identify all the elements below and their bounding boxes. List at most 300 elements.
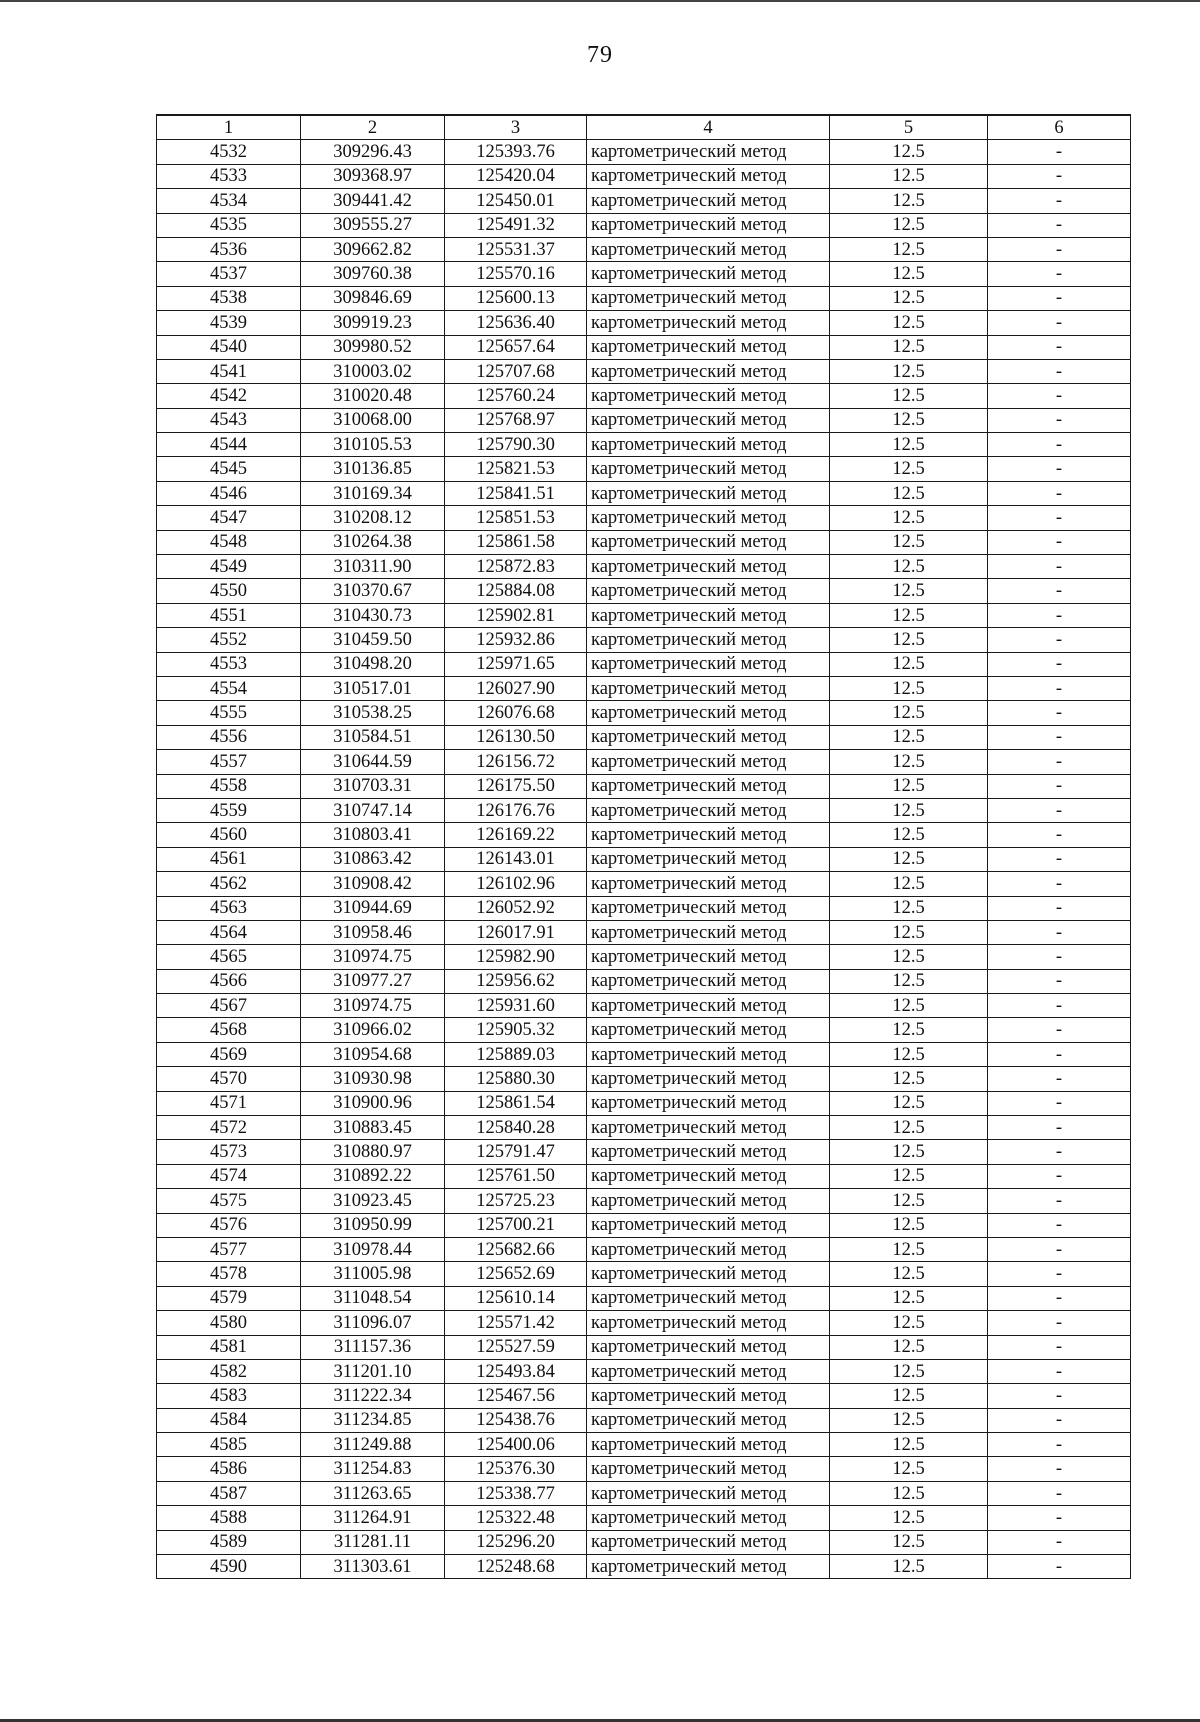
description-cell: - (988, 262, 1131, 286)
method-cell: картометрический метод (587, 384, 830, 408)
description-cell: - (988, 457, 1131, 481)
accuracy-cell: 12.5 (830, 1140, 988, 1164)
accuracy-cell: 12.5 (830, 1018, 988, 1042)
x-coordinate-cell: 310966.02 (301, 1018, 445, 1042)
accuracy-cell: 12.5 (830, 994, 988, 1018)
x-coordinate-cell: 309760.38 (301, 262, 445, 286)
x-coordinate-cell: 311281.11 (301, 1530, 445, 1554)
method-cell: картометрический метод (587, 530, 830, 554)
y-coordinate-cell: 125610.14 (445, 1286, 587, 1310)
y-coordinate-cell: 125956.62 (445, 969, 587, 993)
y-coordinate-cell: 125491.32 (445, 213, 587, 237)
table-row (157, 555, 1131, 579)
point-number-cell: 4582 (157, 1359, 301, 1383)
table-row (157, 725, 1131, 749)
accuracy-cell: 12.5 (830, 555, 988, 579)
table-row (157, 189, 1131, 213)
y-coordinate-cell: 126175.50 (445, 774, 587, 798)
x-coordinate-cell: 309846.69 (301, 286, 445, 310)
method-cell: картометрический метод (587, 506, 830, 530)
point-number-cell: 4587 (157, 1481, 301, 1505)
x-coordinate-cell: 309441.42 (301, 189, 445, 213)
accuracy-cell: 12.5 (830, 945, 988, 969)
table-row (157, 1018, 1131, 1042)
x-coordinate-cell: 309919.23 (301, 311, 445, 335)
point-number-cell: 4561 (157, 847, 301, 871)
point-number-cell: 4576 (157, 1213, 301, 1237)
description-cell: - (988, 1530, 1131, 1554)
accuracy-cell: 12.5 (830, 262, 988, 286)
description-cell: - (988, 384, 1131, 408)
table-row (157, 701, 1131, 725)
accuracy-cell: 12.5 (830, 750, 988, 774)
accuracy-cell: 12.5 (830, 1335, 988, 1359)
method-cell: картометрический метод (587, 286, 830, 310)
x-coordinate-cell: 309555.27 (301, 213, 445, 237)
x-coordinate-cell: 310880.97 (301, 1140, 445, 1164)
table-row (157, 628, 1131, 652)
y-coordinate-cell: 125420.04 (445, 164, 587, 188)
table-row (157, 1140, 1131, 1164)
y-coordinate-cell: 125438.76 (445, 1408, 587, 1432)
accuracy-cell: 12.5 (830, 579, 988, 603)
method-cell: картометрический метод (587, 1286, 830, 1310)
table-row (157, 140, 1131, 164)
x-coordinate-cell: 311005.98 (301, 1262, 445, 1286)
y-coordinate-cell: 125707.68 (445, 359, 587, 383)
point-number-cell: 4568 (157, 1018, 301, 1042)
method-cell: картометрический метод (587, 555, 830, 579)
description-cell: - (988, 1457, 1131, 1481)
y-coordinate-cell: 125652.69 (445, 1262, 587, 1286)
accuracy-cell: 12.5 (830, 1189, 988, 1213)
x-coordinate-cell: 311222.34 (301, 1384, 445, 1408)
column-header-1: 1 (157, 115, 301, 140)
accuracy-cell: 12.5 (830, 603, 988, 627)
header-row (157, 115, 1131, 140)
description-cell: - (988, 335, 1131, 359)
table-row (157, 384, 1131, 408)
point-number-cell: 4554 (157, 676, 301, 700)
y-coordinate-cell: 125571.42 (445, 1311, 587, 1335)
table-row (157, 603, 1131, 627)
y-coordinate-cell: 125393.76 (445, 140, 587, 164)
method-cell: картометрический метод (587, 798, 830, 822)
table-row (157, 945, 1131, 969)
method-cell: картометрический метод (587, 676, 830, 700)
point-number-cell: 4579 (157, 1286, 301, 1310)
y-coordinate-cell: 125982.90 (445, 945, 587, 969)
point-number-cell: 4565 (157, 945, 301, 969)
accuracy-cell: 12.5 (830, 1506, 988, 1530)
method-cell: картометрический метод (587, 579, 830, 603)
y-coordinate-cell: 125884.08 (445, 579, 587, 603)
table-row (157, 1042, 1131, 1066)
description-cell: - (988, 774, 1131, 798)
method-cell: картометрический метод (587, 311, 830, 335)
point-number-cell: 4567 (157, 994, 301, 1018)
description-cell: - (988, 847, 1131, 871)
method-cell: картометрический метод (587, 603, 830, 627)
y-coordinate-cell: 125841.51 (445, 481, 587, 505)
method-cell: картометрический метод (587, 1359, 830, 1383)
point-number-cell: 4556 (157, 725, 301, 749)
method-cell: картометрический метод (587, 1067, 830, 1091)
y-coordinate-cell: 125889.03 (445, 1042, 587, 1066)
x-coordinate-cell: 310264.38 (301, 530, 445, 554)
description-cell: - (988, 164, 1131, 188)
table-row (157, 1555, 1131, 1579)
y-coordinate-cell: 125376.30 (445, 1457, 587, 1481)
x-coordinate-cell: 311264.91 (301, 1506, 445, 1530)
method-cell: картометрический метод (587, 213, 830, 237)
x-coordinate-cell: 311157.36 (301, 1335, 445, 1359)
table-row (157, 1359, 1131, 1383)
method-cell: картометрический метод (587, 1140, 830, 1164)
point-number-cell: 4585 (157, 1433, 301, 1457)
x-coordinate-cell: 310950.99 (301, 1213, 445, 1237)
y-coordinate-cell: 125657.64 (445, 335, 587, 359)
method-cell: картометрический метод (587, 335, 830, 359)
point-number-cell: 4543 (157, 408, 301, 432)
column-header-6: 6 (988, 115, 1131, 140)
x-coordinate-cell: 310020.48 (301, 384, 445, 408)
method-cell: картометрический метод (587, 1408, 830, 1432)
table-row (157, 1457, 1131, 1481)
method-cell: картометрический метод (587, 1262, 830, 1286)
point-number-cell: 4573 (157, 1140, 301, 1164)
table-row (157, 262, 1131, 286)
method-cell: картометрический метод (587, 823, 830, 847)
table-row (157, 823, 1131, 847)
method-cell: картометрический метод (587, 774, 830, 798)
x-coordinate-cell: 310978.44 (301, 1237, 445, 1261)
table-row (157, 1091, 1131, 1115)
table-row (157, 1286, 1131, 1310)
point-number-cell: 4536 (157, 237, 301, 261)
x-coordinate-cell: 310517.01 (301, 676, 445, 700)
y-coordinate-cell: 125531.37 (445, 237, 587, 261)
point-number-cell: 4535 (157, 213, 301, 237)
point-number-cell: 4534 (157, 189, 301, 213)
point-number-cell: 4548 (157, 530, 301, 554)
y-coordinate-cell: 125527.59 (445, 1335, 587, 1359)
description-cell: - (988, 1408, 1131, 1432)
accuracy-cell: 12.5 (830, 1262, 988, 1286)
method-cell: картометрический метод (587, 920, 830, 944)
accuracy-cell: 12.5 (830, 725, 988, 749)
y-coordinate-cell: 125872.83 (445, 555, 587, 579)
description-cell: - (988, 1286, 1131, 1310)
x-coordinate-cell: 310883.45 (301, 1116, 445, 1140)
accuracy-cell: 12.5 (830, 1042, 988, 1066)
method-cell: картометрический метод (587, 628, 830, 652)
method-cell: картометрический метод (587, 1481, 830, 1505)
coordinates-table (156, 114, 1131, 1579)
x-coordinate-cell: 310923.45 (301, 1189, 445, 1213)
x-coordinate-cell: 310944.69 (301, 896, 445, 920)
description-cell: - (988, 1213, 1131, 1237)
accuracy-cell: 12.5 (830, 1116, 988, 1140)
accuracy-cell: 12.5 (830, 1237, 988, 1261)
point-number-cell: 4588 (157, 1506, 301, 1530)
table-row (157, 847, 1131, 871)
method-cell: картометрический метод (587, 1116, 830, 1140)
accuracy-cell: 12.5 (830, 384, 988, 408)
description-cell: - (988, 1359, 1131, 1383)
point-number-cell: 4569 (157, 1042, 301, 1066)
point-number-cell: 4551 (157, 603, 301, 627)
table-row (157, 994, 1131, 1018)
table-row (157, 774, 1131, 798)
point-number-cell: 4538 (157, 286, 301, 310)
x-coordinate-cell: 311048.54 (301, 1286, 445, 1310)
accuracy-cell: 12.5 (830, 1311, 988, 1335)
point-number-cell: 4575 (157, 1189, 301, 1213)
x-coordinate-cell: 310892.22 (301, 1164, 445, 1188)
x-coordinate-cell: 310498.20 (301, 652, 445, 676)
description-cell: - (988, 1481, 1131, 1505)
point-number-cell: 4580 (157, 1311, 301, 1335)
point-number-cell: 4586 (157, 1457, 301, 1481)
x-coordinate-cell: 310068.00 (301, 408, 445, 432)
method-cell: картометрический метод (587, 408, 830, 432)
method-cell: картометрический метод (587, 1530, 830, 1554)
description-cell: - (988, 1018, 1131, 1042)
accuracy-cell: 12.5 (830, 628, 988, 652)
accuracy-cell: 12.5 (830, 652, 988, 676)
y-coordinate-cell: 125971.65 (445, 652, 587, 676)
point-number-cell: 4546 (157, 481, 301, 505)
table-row (157, 969, 1131, 993)
accuracy-cell: 12.5 (830, 872, 988, 896)
description-cell: - (988, 1237, 1131, 1261)
description-cell: - (988, 481, 1131, 505)
description-cell: - (988, 676, 1131, 700)
description-cell: - (988, 433, 1131, 457)
table-row (157, 872, 1131, 896)
y-coordinate-cell: 126169.22 (445, 823, 587, 847)
point-number-cell: 4539 (157, 311, 301, 335)
description-cell: - (988, 969, 1131, 993)
description-cell: - (988, 1091, 1131, 1115)
description-cell: - (988, 359, 1131, 383)
method-cell: картометрический метод (587, 847, 830, 871)
y-coordinate-cell: 125932.86 (445, 628, 587, 652)
table-row (157, 676, 1131, 700)
x-coordinate-cell: 310105.53 (301, 433, 445, 457)
x-coordinate-cell: 310208.12 (301, 506, 445, 530)
accuracy-cell: 12.5 (830, 1408, 988, 1432)
table-row (157, 408, 1131, 432)
point-number-cell: 4581 (157, 1335, 301, 1359)
description-cell: - (988, 286, 1131, 310)
point-number-cell: 4570 (157, 1067, 301, 1091)
x-coordinate-cell: 310977.27 (301, 969, 445, 993)
accuracy-cell: 12.5 (830, 213, 988, 237)
method-cell: картометрический метод (587, 652, 830, 676)
description-cell: - (988, 920, 1131, 944)
point-number-cell: 4563 (157, 896, 301, 920)
description-cell: - (988, 1042, 1131, 1066)
description-cell: - (988, 1384, 1131, 1408)
method-cell: картометрический метод (587, 140, 830, 164)
accuracy-cell: 12.5 (830, 359, 988, 383)
y-coordinate-cell: 125768.97 (445, 408, 587, 432)
description-cell: - (988, 725, 1131, 749)
x-coordinate-cell: 310958.46 (301, 920, 445, 944)
description-cell: - (988, 896, 1131, 920)
description-cell: - (988, 1311, 1131, 1335)
method-cell: картометрический метод (587, 701, 830, 725)
point-number-cell: 4550 (157, 579, 301, 603)
y-coordinate-cell: 125931.60 (445, 994, 587, 1018)
method-cell: картометрический метод (587, 1384, 830, 1408)
point-number-cell: 4558 (157, 774, 301, 798)
method-cell: картометрический метод (587, 262, 830, 286)
column-header-4: 4 (587, 115, 830, 140)
y-coordinate-cell: 126076.68 (445, 701, 587, 725)
table-row (157, 1262, 1131, 1286)
accuracy-cell: 12.5 (830, 481, 988, 505)
y-coordinate-cell: 125338.77 (445, 1481, 587, 1505)
point-number-cell: 4557 (157, 750, 301, 774)
description-cell: - (988, 1335, 1131, 1359)
table-row (157, 506, 1131, 530)
accuracy-cell: 12.5 (830, 774, 988, 798)
table-row (157, 213, 1131, 237)
column-header-3: 3 (445, 115, 587, 140)
y-coordinate-cell: 125861.54 (445, 1091, 587, 1115)
y-coordinate-cell: 125861.58 (445, 530, 587, 554)
point-number-cell: 4552 (157, 628, 301, 652)
y-coordinate-cell: 125851.53 (445, 506, 587, 530)
point-number-cell: 4584 (157, 1408, 301, 1432)
y-coordinate-cell: 125790.30 (445, 433, 587, 457)
x-coordinate-cell: 310930.98 (301, 1067, 445, 1091)
y-coordinate-cell: 125905.32 (445, 1018, 587, 1042)
point-number-cell: 4542 (157, 384, 301, 408)
x-coordinate-cell: 310954.68 (301, 1042, 445, 1066)
point-number-cell: 4547 (157, 506, 301, 530)
table-row (157, 1433, 1131, 1457)
x-coordinate-cell: 311096.07 (301, 1311, 445, 1335)
method-cell: картометрический метод (587, 1042, 830, 1066)
x-coordinate-cell: 310863.42 (301, 847, 445, 871)
x-coordinate-cell: 310644.59 (301, 750, 445, 774)
point-number-cell: 4560 (157, 823, 301, 847)
table-row (157, 433, 1131, 457)
table-row (157, 457, 1131, 481)
table-row (157, 481, 1131, 505)
point-number-cell: 4564 (157, 920, 301, 944)
table-row (157, 1067, 1131, 1091)
description-cell: - (988, 555, 1131, 579)
description-cell: - (988, 1555, 1131, 1579)
point-number-cell: 4566 (157, 969, 301, 993)
method-cell: картометрический метод (587, 1457, 830, 1481)
accuracy-cell: 12.5 (830, 1481, 988, 1505)
accuracy-cell: 12.5 (830, 408, 988, 432)
method-cell: картометрический метод (587, 1335, 830, 1359)
accuracy-cell: 12.5 (830, 1555, 988, 1579)
y-coordinate-cell: 125760.24 (445, 384, 587, 408)
y-coordinate-cell: 126052.92 (445, 896, 587, 920)
y-coordinate-cell: 125570.16 (445, 262, 587, 286)
accuracy-cell: 12.5 (830, 1091, 988, 1115)
accuracy-cell: 12.5 (830, 1213, 988, 1237)
point-number-cell: 4540 (157, 335, 301, 359)
description-cell: - (988, 189, 1131, 213)
point-number-cell: 4574 (157, 1164, 301, 1188)
description-cell: - (988, 1164, 1131, 1188)
table-row (157, 286, 1131, 310)
accuracy-cell: 12.5 (830, 335, 988, 359)
point-number-cell: 4549 (157, 555, 301, 579)
method-cell: картометрический метод (587, 1433, 830, 1457)
method-cell: картометрический метод (587, 750, 830, 774)
y-coordinate-cell: 125682.66 (445, 1237, 587, 1261)
y-coordinate-cell: 126176.76 (445, 798, 587, 822)
accuracy-cell: 12.5 (830, 823, 988, 847)
x-coordinate-cell: 309296.43 (301, 140, 445, 164)
description-cell: - (988, 579, 1131, 603)
accuracy-cell: 12.5 (830, 140, 988, 164)
description-cell: - (988, 652, 1131, 676)
accuracy-cell: 12.5 (830, 1384, 988, 1408)
description-cell: - (988, 798, 1131, 822)
table-row (157, 920, 1131, 944)
method-cell: картометрический метод (587, 164, 830, 188)
description-cell: - (988, 506, 1131, 530)
x-coordinate-cell: 311249.88 (301, 1433, 445, 1457)
method-cell: картометрический метод (587, 1311, 830, 1335)
accuracy-cell: 12.5 (830, 1457, 988, 1481)
y-coordinate-cell: 125761.50 (445, 1164, 587, 1188)
table-row (157, 1311, 1131, 1335)
accuracy-cell: 12.5 (830, 1067, 988, 1091)
point-number-cell: 4541 (157, 359, 301, 383)
x-coordinate-cell: 310974.75 (301, 994, 445, 1018)
x-coordinate-cell: 309980.52 (301, 335, 445, 359)
point-number-cell: 4577 (157, 1237, 301, 1261)
point-number-cell: 4590 (157, 1555, 301, 1579)
description-cell: - (988, 311, 1131, 335)
point-number-cell: 4589 (157, 1530, 301, 1554)
method-cell: картометрический метод (587, 896, 830, 920)
y-coordinate-cell: 126017.91 (445, 920, 587, 944)
point-number-cell: 4578 (157, 1262, 301, 1286)
table-row (157, 311, 1131, 335)
x-coordinate-cell: 310003.02 (301, 359, 445, 383)
x-coordinate-cell: 311303.61 (301, 1555, 445, 1579)
y-coordinate-cell: 126130.50 (445, 725, 587, 749)
method-cell: картометрический метод (587, 969, 830, 993)
point-number-cell: 4533 (157, 164, 301, 188)
description-cell: - (988, 994, 1131, 1018)
method-cell: картометрический метод (587, 872, 830, 896)
y-coordinate-cell: 125296.20 (445, 1530, 587, 1554)
accuracy-cell: 12.5 (830, 1286, 988, 1310)
table-body (157, 140, 1131, 1579)
point-number-cell: 4555 (157, 701, 301, 725)
x-coordinate-cell: 311234.85 (301, 1408, 445, 1432)
accuracy-cell: 12.5 (830, 286, 988, 310)
description-cell: - (988, 213, 1131, 237)
accuracy-cell: 12.5 (830, 798, 988, 822)
table-row (157, 798, 1131, 822)
accuracy-cell: 12.5 (830, 457, 988, 481)
